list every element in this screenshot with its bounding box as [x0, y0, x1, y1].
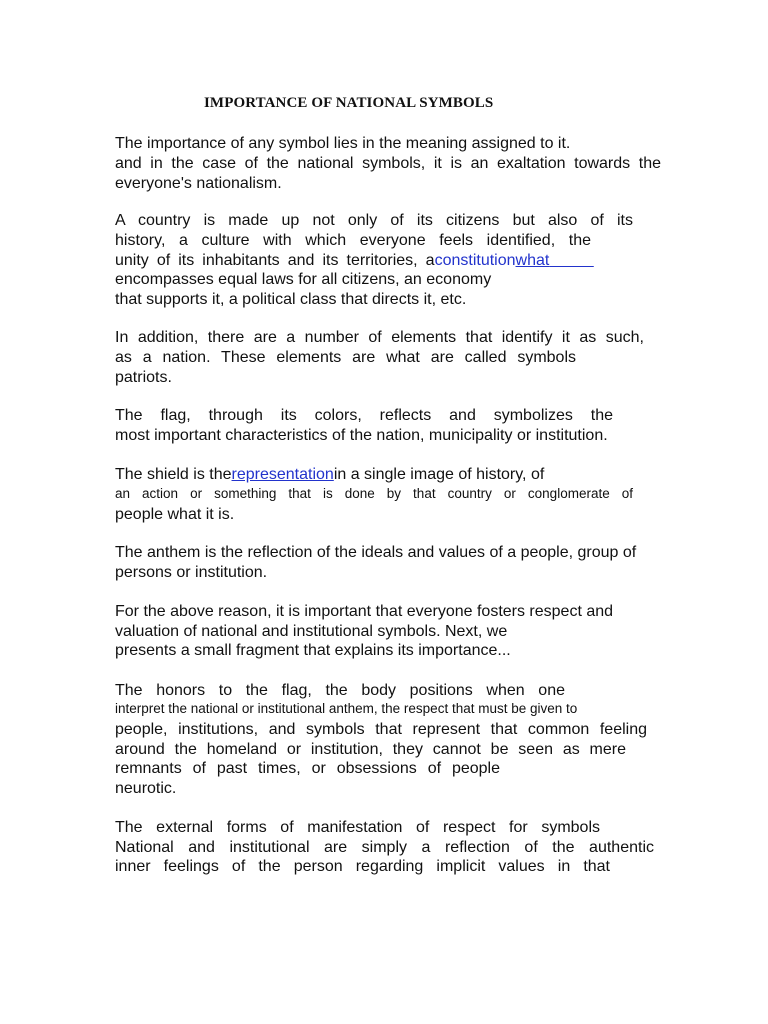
- paragraph-line: history, a culture with which everyone feels identified, the: [115, 232, 591, 249]
- paragraph-line: around the homeland or institution, they cannot be seen as mere: [115, 741, 626, 758]
- paragraph-line: The honors to the flag, the body positions when one: [115, 682, 565, 699]
- constitution-link[interactable]: constitution: [434, 252, 516, 269]
- paragraph-line: A country is made up not only of its citizens but also of its: [115, 212, 633, 229]
- link-underline-trail: [549, 252, 593, 269]
- paragraph-line: everyone's nationalism.: [115, 175, 282, 192]
- paragraph-line: most important characteristics of the nation, municipality or institution.: [115, 427, 608, 444]
- representation-link[interactable]: representation: [231, 466, 334, 483]
- paragraph-line: people what it is.: [115, 506, 235, 523]
- paragraph-text: unity of its inhabitants and its territories, a: [115, 252, 435, 269]
- paragraph-line: as a nation. These elements are what are called symbols: [115, 349, 576, 366]
- paragraph-text: in a single image of history, of: [333, 466, 545, 483]
- paragraph-line: The importance of any symbol lies in the meaning assigned to it.: [115, 135, 571, 152]
- paragraph-line: [115, 465, 544, 485]
- what-link[interactable]: what: [515, 252, 550, 269]
- paragraph-line: For the above reason, it is important that everyone fosters respect and: [115, 603, 614, 620]
- paragraph-line: [115, 251, 594, 271]
- paragraph-line: interpret the national or institutional anthem, the respect that must be given to: [115, 701, 578, 716]
- paragraph-line: National and institutional are simply a reflection of the authentic: [115, 839, 654, 856]
- paragraph-line: patriots.: [115, 369, 172, 386]
- paragraph-line: The anthem is the reflection of the ideals and values of a people, group of: [115, 544, 637, 561]
- paragraph-line: neurotic.: [115, 780, 177, 797]
- paragraph-line: an action or something that is done by that country or conglomerate of: [115, 486, 633, 501]
- paragraph-line: that supports it, a political class that directs it, etc.: [115, 291, 467, 308]
- paragraph-line: The external forms of manifestation of respect for symbols: [115, 819, 600, 836]
- paragraph-line: valuation of national and institutional symbols. Next, we: [115, 623, 508, 640]
- document-title: IMPORTANCE OF NATIONAL SYMBOLS: [204, 95, 494, 111]
- paragraph-line: persons or institution.: [115, 564, 268, 581]
- paragraph-line: people, institutions, and symbols that represent that common feeling: [115, 721, 647, 738]
- paragraph-line: presents a small fragment that explains its importance...: [115, 642, 511, 659]
- paragraph-line: remnants of past times, or obsessions of people: [115, 760, 500, 777]
- paragraph-line: encompasses equal laws for all citizens, an economy: [115, 271, 492, 288]
- paragraph-line: In addition, there are a number of elements that identify it as such,: [115, 329, 644, 346]
- paragraph-line: inner feelings of the person regarding implicit values in that: [115, 858, 610, 875]
- paragraph-line: The flag, through its colors, reflects and symbolizes the: [115, 407, 613, 424]
- paragraph-text: The shield is the: [115, 466, 232, 483]
- paragraph-line: and in the case of the national symbols, it is an exaltation towards the: [115, 155, 661, 172]
